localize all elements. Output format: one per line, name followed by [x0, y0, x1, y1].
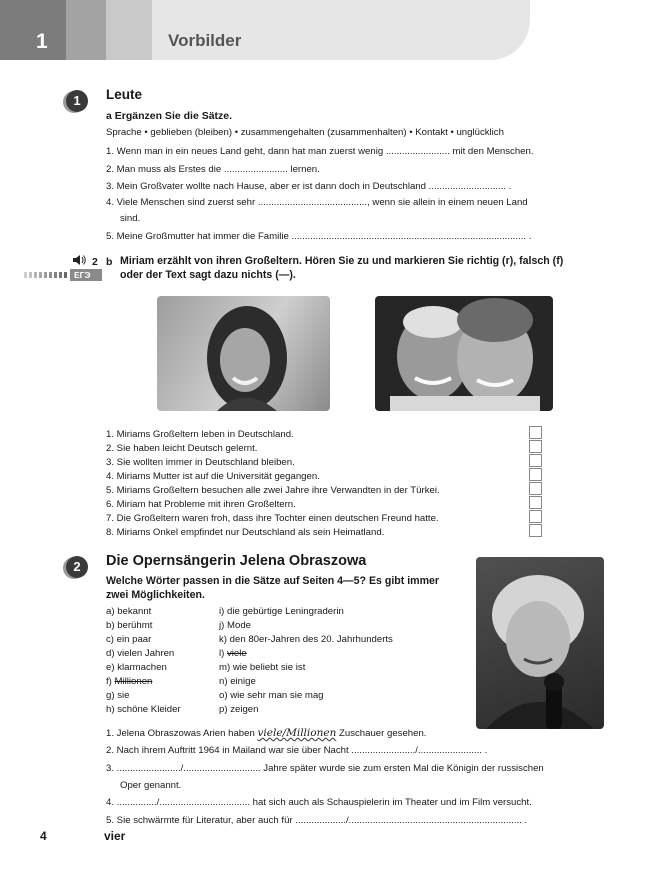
handwritten-answer: viele/Millionen: [257, 727, 337, 739]
statement: 6. Miriam hat Probleme mit ihren Großeltern.: [106, 499, 296, 510]
gap-sentence: 2. Nach ihrem Auftritt 1964 in Mailand war sie über Nacht ......................../........................ .: [106, 745, 488, 756]
gap-sentence: 3. ......................../............................. Jahre später wurde sie zum ersten Mal die Königin der russischen: [106, 763, 544, 774]
option-used: [219, 648, 247, 660]
struck-option: Millionen: [114, 676, 153, 687]
option-label: l): [219, 648, 227, 659]
photo-obraszowa: [476, 557, 604, 729]
option: h) schöne Kleider: [106, 704, 181, 715]
unit-title: Vorbilder: [168, 31, 242, 50]
option: g) sie: [106, 690, 130, 701]
option: m) wie beliebt sie ist: [219, 662, 306, 673]
unit-number: 1: [36, 30, 48, 53]
ege-label: ЕГЭ: [74, 270, 91, 280]
option: k) den 80er-Jahren des 20. Jahrhunderts: [219, 634, 393, 645]
section-title: Leute: [106, 87, 143, 102]
answer-checkbox[interactable]: [529, 524, 542, 537]
statement: 2. Sie haben leicht Deutsch gelernt.: [106, 443, 258, 454]
page-number-word: vier: [104, 829, 126, 843]
option: b) berühmt: [106, 620, 153, 631]
option-label: f): [106, 676, 115, 687]
sentence-text: 1. Jelena Obraszowas Arien haben: [106, 728, 255, 739]
option-used: [106, 676, 152, 688]
exercise-badge: 2: [66, 556, 88, 578]
task-b-heading: Miriam erzählt von ihren Großeltern. Hören Sie zu und markieren Sie richtig (r), falsch (f): [120, 255, 564, 267]
gap-sentence: 2. Man muss als Erstes die ........................ lernen.: [106, 164, 320, 175]
audio-track-number: 2: [92, 256, 98, 268]
gap-sentence: 5. Meine Großmutter hat immer die Familie ........................................................................................ .: [106, 231, 532, 242]
gap-sentence-continued: Oper genannt.: [120, 780, 182, 791]
task-heading-cont: zwei Möglichkeiten.: [106, 589, 205, 601]
ege-badge: [24, 269, 104, 281]
answer-checkbox[interactable]: [529, 496, 542, 509]
task-b-heading-cont: oder der Text sagt dazu nichts (—).: [120, 269, 296, 281]
option: p) zeigen: [219, 704, 259, 715]
answer-checkbox[interactable]: [529, 510, 542, 523]
option: o) wie sehr man sie mag: [219, 690, 324, 701]
option: i) die gebürtige Leningraderin: [219, 606, 344, 617]
task-heading: Welche Wörter passen in die Sätze auf Seiten 4—5? Es gibt immer: [106, 575, 440, 587]
statement: 3. Sie wollten immer in Deutschland bleiben.: [106, 457, 295, 468]
statement: 7. Die Großeltern waren froh, dass ihre Tochter einen deutschen Freund hatte.: [106, 513, 439, 524]
gap-sentence: 1. Wenn man in ein neues Land geht, dann hat man zuerst wenig ........................ mit den Menschen.: [106, 146, 534, 157]
gap-sentence: 5. Sie schwärmte für Literatur, aber auch für .................../................................................................. .: [106, 815, 528, 826]
statement: 1. Miriams Großeltern leben in Deutschland.: [106, 429, 294, 440]
photo-grandparents: [375, 296, 553, 411]
answer-checkbox[interactable]: [529, 440, 542, 453]
speaker-icon: [72, 253, 86, 265]
task-b-marker: b: [106, 256, 113, 268]
option: n) einige: [219, 676, 256, 687]
header-stripe: [106, 0, 152, 60]
gap-sentence: 4. .............../.................................. hat sich auch als Schauspielerin im Theater und im Film versucht.: [106, 797, 532, 808]
answer-checkbox[interactable]: [529, 426, 542, 439]
option: j) Mode: [219, 620, 251, 631]
struck-option: viele: [227, 648, 247, 659]
option: e) klarmachen: [106, 662, 167, 673]
statement: 4. Miriams Mutter ist auf die Universität gegangen.: [106, 471, 320, 482]
gap-sentence-example: [106, 727, 426, 740]
answer-checkbox[interactable]: [529, 482, 542, 495]
gap-sentence: 4. Viele Menschen sind zuerst sehr ........................................., wenn sie allein in einem neuen Land: [106, 197, 528, 208]
sentence-text: Zuschauer gesehen.: [339, 728, 427, 739]
section-title: Die Opernsängerin Jelena Obraszowa: [106, 553, 367, 569]
task-a-heading: a Ergänzen Sie die Sätze.: [106, 110, 233, 122]
gap-sentence: 3. Mein Großvater wollte nach Hause, aber er ist dann doch in Deutschland ............................. .: [106, 181, 512, 192]
answer-checkbox[interactable]: [529, 468, 542, 481]
option: c) ein paar: [106, 634, 152, 645]
exercise-badge: 1: [66, 90, 88, 112]
answer-checkbox[interactable]: [529, 454, 542, 467]
statement: 5. Miriams Großeltern besuchen alle zwei Jahre ihre Verwandten in der Türkei.: [106, 485, 440, 496]
statement: 8. Miriams Onkel empfindet nur Deutschland als sein Heimatland.: [106, 527, 385, 538]
option: a) bekannt: [106, 606, 152, 617]
unit-number-block: [0, 0, 66, 60]
option: d) vielen Jahren: [106, 648, 175, 659]
word-bank: Sprache • geblieben (bleiben) • zusammengehalten (zusammenhalten) • Kontakt • unglücklich: [106, 127, 504, 138]
photo-miriam: [157, 296, 330, 411]
page-number: 4: [40, 829, 47, 843]
gap-sentence-continued: sind.: [120, 213, 141, 224]
header-stripe: [66, 0, 106, 60]
